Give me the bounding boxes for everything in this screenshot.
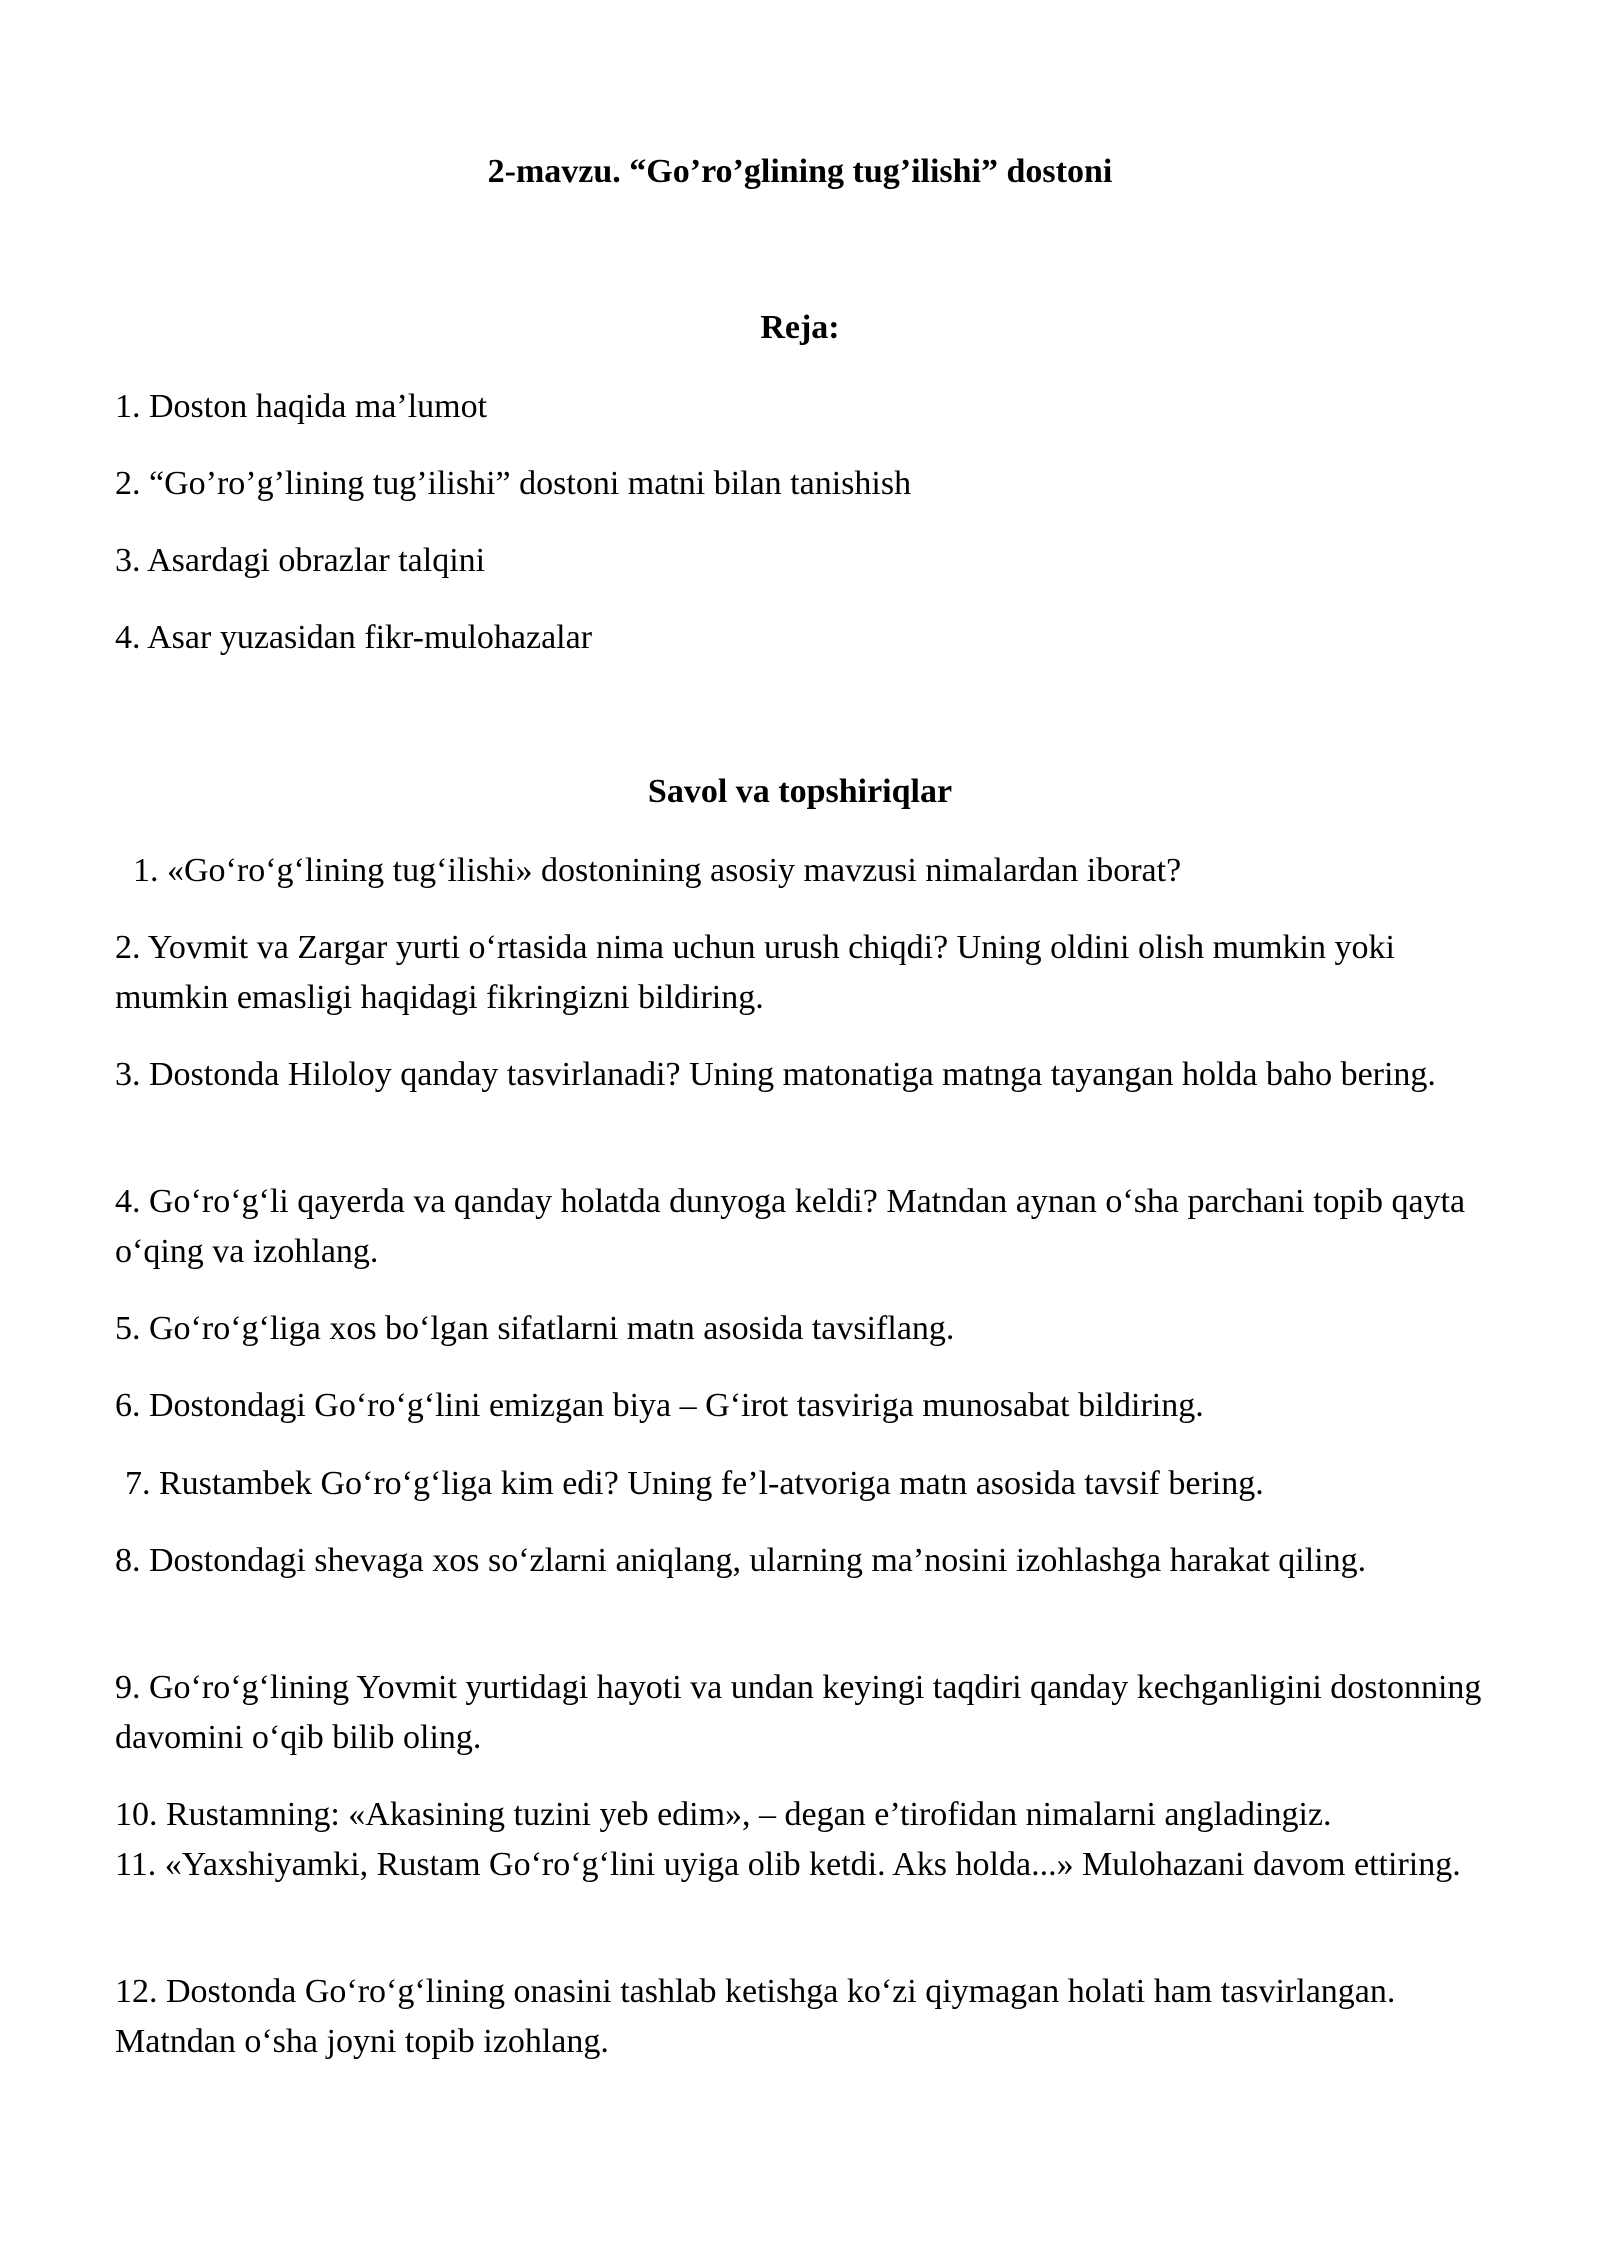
plan-heading: Reja: bbox=[760, 309, 840, 346]
plan-item: 1. Doston haqida ma’lumot bbox=[115, 388, 488, 425]
question-item: 8. Dostondagi shevaga xos so‘zlarni aniqlang, ularning ma’nosini izohlashga harakat qiling. bbox=[115, 1542, 1367, 1579]
question-item: 3. Dostonda Hiloloy qanday tasvirlanadi? Uning matonatiga matnga tayangan holda baho bering. bbox=[115, 1056, 1436, 1093]
plan-item: 3. Asardagi obrazlar talqini bbox=[115, 542, 486, 579]
document-title: 2-mavzu. “Go’ro’glining tug’ilishi” dostoni bbox=[487, 153, 1113, 190]
question-item: 10. Rustamning: «Akasining tuzini yeb edim», – degan e’tirofidan nimalarni angladingiz. bbox=[115, 1796, 1332, 1833]
questions-heading: Savol va topshiriqlar bbox=[647, 773, 953, 810]
question-item: 11. «Yaxshiyamki, Rustam Go‘ro‘g‘lini uyiga olib ketdi. Aks holda...» Mulohazani davom ettiring. bbox=[115, 1846, 1461, 1883]
question-item: 12. Dostonda Go‘ro‘g‘lining onasini tashlab ketishga ko‘zi qiymagan holati ham tasvirlangan. Matndan o‘sha joyni topib izohlang. bbox=[115, 1973, 1396, 2060]
question-item: 4. Go‘ro‘g‘li qayerda va qanday holatda dunyoga keldi? Matndan aynan o‘sha parchani topib qayta o‘qing va izohlang. bbox=[115, 1183, 1466, 1270]
question-item: 9. Go‘ro‘g‘lining Yovmit yurtidagi hayoti va undan keyingi taqdiri qanday kechganligini dostonning davomini o‘qib bilib oling. bbox=[115, 1669, 1482, 1756]
question-item: 2. Yovmit va Zargar yurti o‘rtasida nima uchun urush chiqdi? Uning oldini olish mumkin yoki mumkin emasligi haqidagi fikringizni bildiring. bbox=[115, 929, 1395, 1016]
plan-item: 2. “Go’ro’g’lining tug’ilishi” dostoni matni bilan tanishish bbox=[115, 465, 912, 502]
question-item: 7. Rustambek Go‘ro‘g‘liga kim edi? Uning fe’l-atvoriga matn asosida tavsif bering. bbox=[125, 1465, 1264, 1502]
question-item: 6. Dostondagi Go‘ro‘g‘lini emizgan biya – G‘irot tasviriga munosabat bildiring. bbox=[115, 1387, 1204, 1424]
question-item: 5. Go‘ro‘g‘liga xos bo‘lgan sifatlarni matn asosida tavsiflang. bbox=[115, 1310, 955, 1347]
question-item: 1. «Go‘ro‘g‘lining tug‘ilishi» dostonining asosiy mavzusi nimalardan iborat? bbox=[133, 852, 1182, 889]
plan-item: 4. Asar yuzasidan fikr-mulohazalar bbox=[115, 619, 593, 656]
